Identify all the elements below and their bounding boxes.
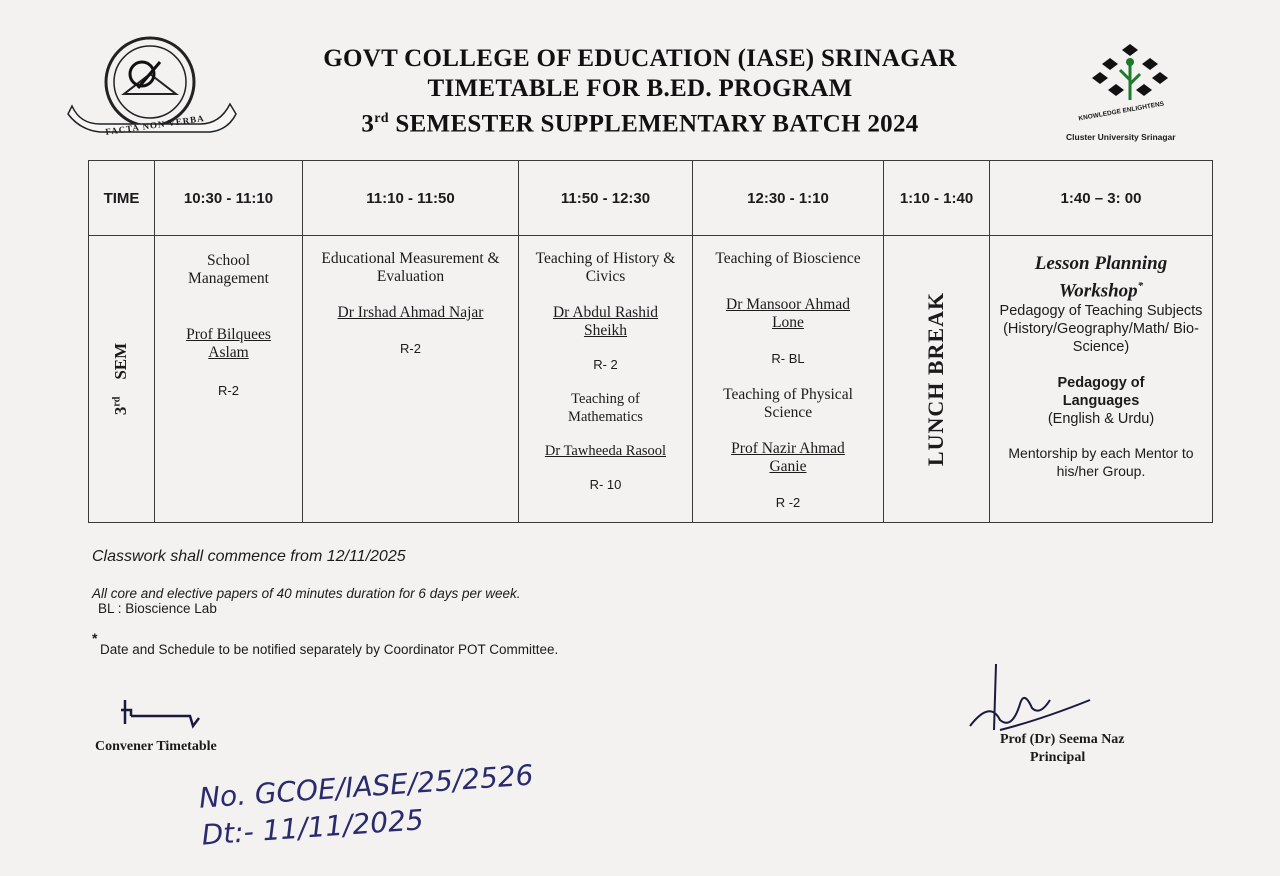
slot3-teacher1: Dr Abdul Rashid Sheikh [552, 304, 659, 339]
header-program: TIMETABLE FOR B.ED. PROGRAM [427, 75, 853, 102]
page-header [250, 44, 1030, 139]
slot2-subject: Educational Measurement & Evaluation [321, 250, 500, 285]
header-semester [250, 104, 1030, 139]
slot3-room1: R- 2 [593, 357, 618, 372]
sem-row [89, 236, 1213, 523]
slot3-subject1: Teaching of History & Civics [535, 250, 676, 285]
workshop-line2-rest: (English & Urdu) [1047, 411, 1155, 428]
note-schedule: Date and Schedule to be notified separately by Coordinator POT Committee. [100, 642, 559, 657]
col-header-slot4: 12:30 - 1:10 [693, 161, 884, 236]
slot6-cell [990, 236, 1213, 523]
header-sem-suffix: rd [374, 111, 389, 126]
slot4-teacher1: Dr Mansoor Ahmad Lone [726, 296, 850, 331]
slot2-cell [303, 236, 519, 523]
university-logo [1060, 40, 1220, 150]
principal-signature [960, 660, 1110, 740]
slot3-teacher2: Dr Tawheeda Rasool [544, 443, 667, 459]
logo-caption: Cluster University Srinagar [1066, 132, 1176, 142]
col-header-time: TIME [89, 161, 155, 236]
col-header-slot3: 11:50 - 12:30 [519, 161, 693, 236]
workshop-title-text: Lesson Planning Workshop [1034, 253, 1168, 302]
notes [92, 548, 558, 657]
slot3-room2: R- 10 [589, 477, 622, 492]
workshop-title [990, 252, 1212, 302]
slot3-cell [519, 236, 693, 523]
college-logo [60, 34, 240, 152]
slot4-room1: R- BL [771, 351, 805, 366]
slot4-teacher2: Prof Nazir Ahmad Ganie [731, 440, 845, 475]
slot1-room: R-2 [218, 383, 239, 398]
slot3-subject2: Teaching of Mathematics [568, 391, 643, 425]
principal-title: Principal [1030, 750, 1086, 765]
handwritten-reference [198, 758, 537, 851]
workshop-mark: * [1137, 280, 1144, 292]
workshop-line1: Pedagogy of Teaching Subjects (History/Geography/Math/ Bio- Science) [999, 303, 1203, 356]
sem-text: SEM [111, 342, 131, 380]
sem-label-cell [89, 236, 155, 523]
workshop-line3: Mentorship by each Mentor to his/her Group. [1008, 445, 1194, 480]
principal-signature-block [960, 660, 1180, 780]
handwritten-number: No. GCOE/IASE/25/2526 [197, 758, 535, 815]
col-header-slot2: 11:10 - 11:50 [303, 161, 519, 236]
sem-label [112, 343, 132, 415]
slot4-cell [693, 236, 884, 523]
slot4-subject2: Teaching of Physical Science [723, 386, 853, 421]
col-header-slot6: 1:40 – 3: 00 [990, 161, 1213, 236]
principal-name: Prof (Dr) Seema Naz [1000, 732, 1125, 747]
convener-signature-block [95, 696, 285, 755]
slot1-subject: School Management [188, 252, 269, 287]
col-header-slot1: 10:30 - 11:10 [155, 161, 303, 236]
note-asterisk: * [92, 630, 98, 646]
header-row [89, 161, 1213, 236]
col-header-slot5: 1:10 - 1:40 [884, 161, 990, 236]
logo-motto: FACTA NON VERBA [104, 113, 206, 137]
lunch-break-label: LUNCH BREAK [923, 291, 949, 467]
sem-number: 3 [111, 406, 131, 416]
header-college: GOVT COLLEGE OF EDUCATION (IASE) SRINAGAR [323, 45, 957, 72]
lunch-cell [884, 236, 990, 523]
note-commence: Classwork shall commence from 12/11/2025 [92, 548, 406, 565]
slot2-teacher: Dr Irshad Ahmad Najar [337, 304, 484, 321]
note-papers: All core and elective papers of 40 minutes duration for 6 days per week. [92, 586, 521, 601]
note-bl: BL : Bioscience Lab [98, 601, 217, 616]
handwritten-date: Dt:- 11/11/2025 [200, 803, 425, 852]
sem-suffix: rd [111, 396, 123, 407]
convener-label: Convener Timetable [95, 739, 217, 754]
logo-arc-text: KNOWLEDGE ENLIGHTENS [1078, 100, 1165, 123]
slot2-room: R-2 [400, 341, 421, 356]
header-sem-text: SEMESTER SUPPLEMENTARY BATCH 2024 [388, 110, 919, 138]
convener-signature [95, 696, 215, 734]
header-sem-number: 3 [361, 110, 375, 138]
slot1-teacher: Prof Bilquees Aslam [186, 326, 271, 361]
workshop-line2: Pedagogy of Languages [1057, 375, 1145, 410]
slot4-subject1: Teaching of Bioscience [715, 250, 861, 267]
slot1-cell [155, 236, 303, 523]
timetable [88, 160, 1213, 523]
slot4-room2: R -2 [775, 495, 801, 510]
